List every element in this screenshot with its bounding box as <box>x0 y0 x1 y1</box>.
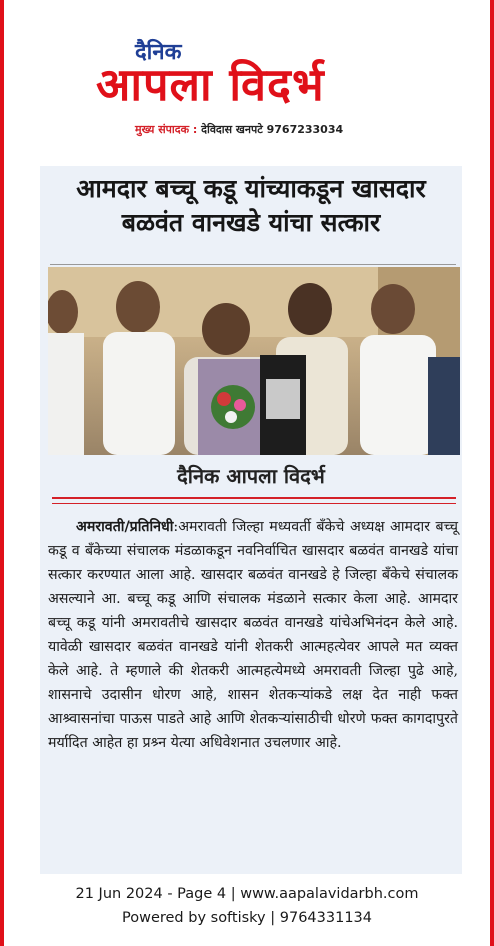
article-photo <box>48 267 460 455</box>
article-headline <box>40 172 462 240</box>
headline-line-2: बळवंत वानखडे यांचा सत्कार <box>121 208 381 237</box>
article-body-text: :अमरावती जिल्हा मध्यवर्ती बँकेचे अध्यक्ष आमदार बच्चू कडू व बँकेच्या संचालक मंडळाकडून नवनिर्वाचित खासदार बळवंत वानखडे यांचा सत्कार करण्यात आला आहे. खासदार बळवंत वानखडे हे जिल्हा बँकेचे संचालक असल्याने आ. बच्चू कडू आणि संचालक मंडळाने सत्कार केला आहे. आमदार बच्चू कडू यांनी अमरावतीचे खासदार बळवंत वानखडे यांचेअभिनंदन केले आहे. यावेळी खासदार बळवंत वानखडे यांनी शेतकरी आत्महत्येवर आपले मत व्यक्त केले आहे. ते म्हणाले की शेतकरी आत्महत्येमध्ये अमरावती जिल्हा पुढे आहे, शासनाचे उदासीन धोरण आहे, शासन शेतकऱ्यांकडे लक्ष देत नाही फक्त आश्र्वासनांचा पाऊस पाडते आहे आणि शेतकऱ्यांसाठीची धोरणे फक्त कागदापुरते मर्यादित आहेत हा प्रश्र्न येत्या अधिवेशनात उचलणार आहे. <box>48 519 458 751</box>
caption-rule-thick <box>52 497 456 499</box>
photo-illustration <box>48 267 460 455</box>
footer-powered-by: Powered by softisky | 9764331134 <box>121 910 372 926</box>
article-dateline: अमरावती/प्रतिनिधी <box>76 519 174 535</box>
headline-line-1: आमदार बच्चू कडू यांच्याकडून खासदार <box>76 174 426 203</box>
article-body <box>48 515 458 755</box>
editor-name: देविदास खनपटे 9767233034 <box>201 123 344 136</box>
headline-rule <box>50 264 456 265</box>
caption-rule-thin <box>52 503 456 504</box>
masthead <box>0 0 494 150</box>
photo-caption: दैनिक आपला विदर्भ <box>177 464 325 488</box>
masthead-title: आपला विदर्भ <box>96 58 325 111</box>
editor-label: मुख्य संपादक : <box>135 123 198 136</box>
masthead-daily-label: दैनिक <box>135 40 182 65</box>
footer-date-site: 21 Jun 2024 - Page 4 | www.aapalavidarbh.com <box>75 886 419 902</box>
editor-credit <box>135 122 343 137</box>
